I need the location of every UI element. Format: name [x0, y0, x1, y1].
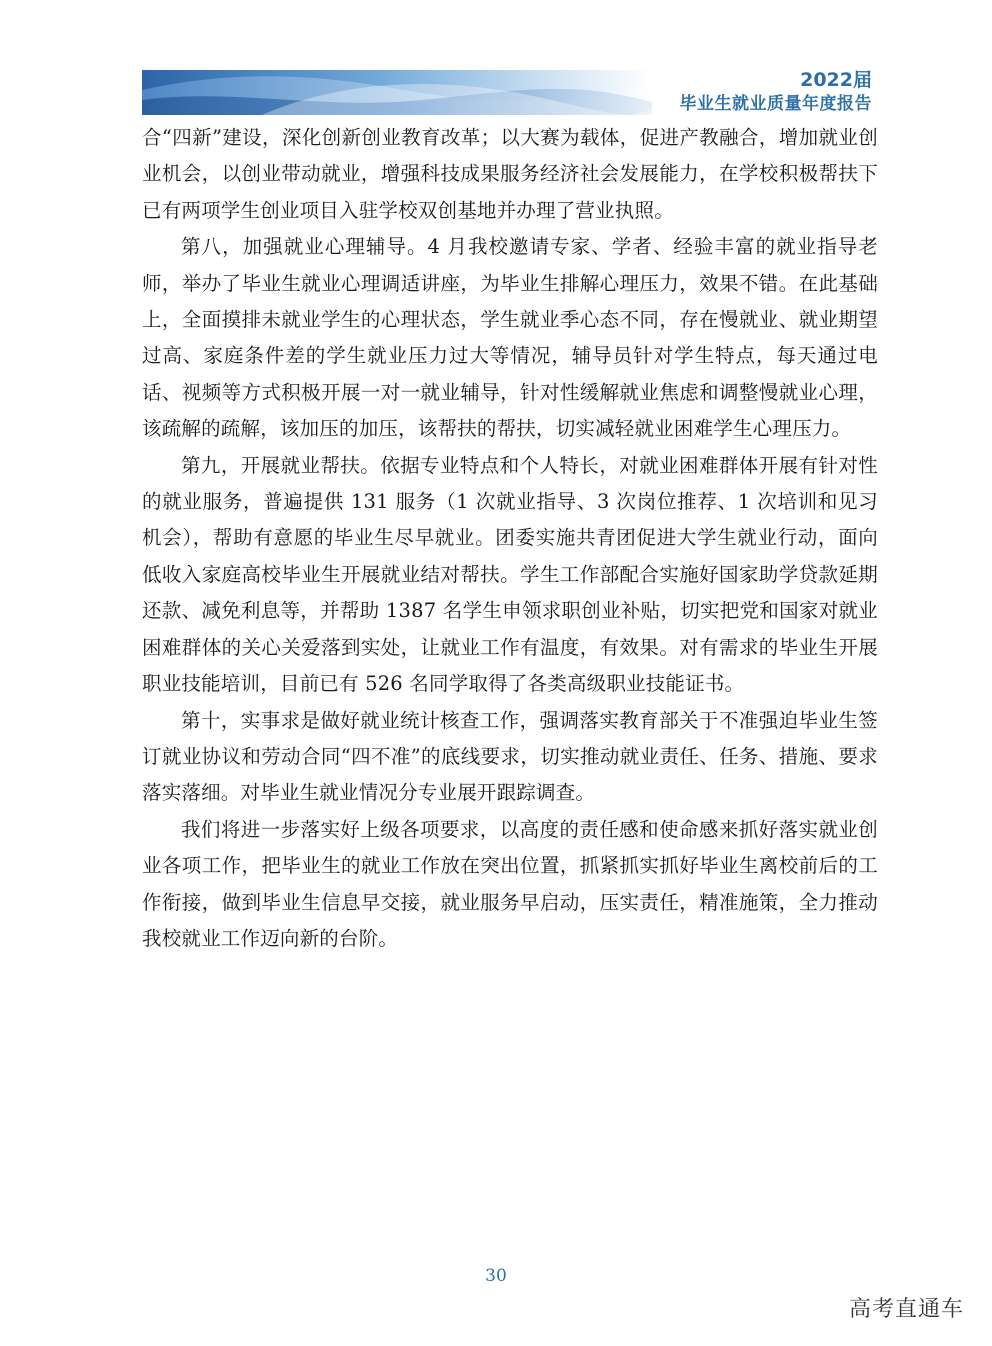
paragraph-statistics-verification: 第十，实事求是做好就业统计核查工作，强调落实教育部关于不准强迫毕业生签订就业协议和劳动合同“四不准”的底线要求，切实推动就业责任、任务、措施、要求落实落细。对毕业生就业情况分专业展开跟踪调查。 — [142, 708, 878, 805]
paragraph-psychological-guidance: 第八，加强就业心理辅导。4 月我校邀请专家、学者、经验丰富的就业指导老师，举办了毕业生就业心理调适讲座，为毕业生排解心理压力，效果不错。在此基础上，全面摸排未就业学生的心理状态，学生就业季心态不同，存在慢就业、就业期望过高、家庭条件差的学生就业压力过大等情况，辅导员针对学生特点，每天通过电话、视频等方式积极开展一对一就业辅导，针对性缓解就业焦虑和调整慢就业心理，该疏解的疏解，该加压的加压，该帮扶的帮扶，切实减轻就业困难学生心理压力。 — [142, 235, 878, 441]
page-number: 30 — [485, 1266, 507, 1286]
wave-decoration — [142, 70, 652, 115]
paragraph-employment-assistance: 第九，开展就业帮扶。依据专业特点和个人特长，对就业困难群体开展有针对性的就业服务，普遍提供 131 服务（1 次就业指导、3 次岗位推荐、1 次培训和见习机会），帮助有意愿的毕业生尽早就业。团委实施共青团促进大学生就业行动，面向低收入家庭高校毕业生开展就业结对帮扶。学生工作部配合实施好国家助学贷款延期还款、减免利息等，并帮助 1387 名学生申领求职创业补贴，切实把党和国家对就业困难群体的关心关爱落到实处，让就业工作有温度，有效果。对有需求的毕业生开展职业技能培训，目前已有 526 名同学取得了各类高级职业技能证书。 — [142, 453, 878, 696]
document-body — [142, 120, 878, 957]
report-title: 毕业生就业质量年度报告 — [679, 94, 872, 114]
report-year: 2022届 — [800, 69, 872, 91]
watermark-text: 高考直通车 — [848, 1297, 964, 1322]
header-banner — [142, 70, 652, 115]
paragraph-conclusion: 我们将进一步落实好上级各项要求，以高度的责任感和使命感来抓好落实就业创业各项工作，把毕业生的就业工作放在突出位置，抓紧抓实抓好毕业生离校前后的工作衔接，做到毕业生信息早交接，就业服务早启动，压实责任，精准施策，全力推动我校就业工作迈向新的台阶。 — [142, 817, 878, 950]
report-header — [680, 68, 873, 116]
paragraph-intro-continuation: 合“四新”建设，深化创新创业教育改革；以大赛为载体，促进产教融合，增加就业创业机会，以创业带动就业，增强科技成果服务经济社会发展能力，在学校积极帮扶下已有两项学生创业项目入驻学校双创基地并办理了营业执照。 — [142, 126, 878, 222]
